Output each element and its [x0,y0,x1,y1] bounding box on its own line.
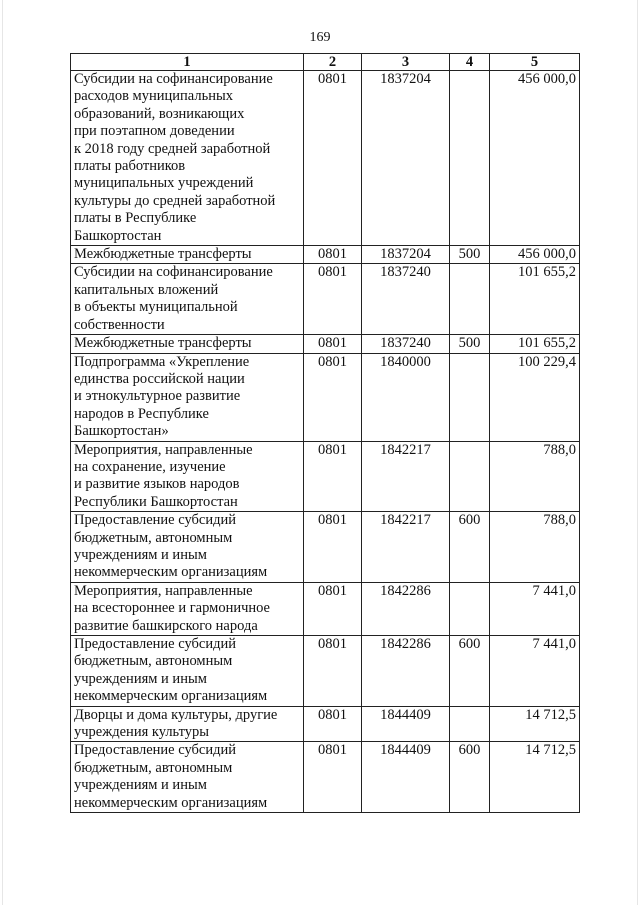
table-row [71,335,580,353]
row-type-code [450,706,490,742]
row-amount: 456 000,0 [490,71,580,246]
table-row [71,441,580,512]
row-section-code: 0801 [304,441,362,512]
row-section-code: 0801 [304,335,362,353]
scan-edge-left [2,0,3,905]
table-row [71,706,580,742]
row-name: Предоставление субсидий бюджетным, автономным учреждениям и иным некоммерческим организациям [71,636,304,707]
row-type-code: 500 [450,246,490,264]
row-name: Мероприятия, направленные на сохранение, изучение и развитие языков народов Республики Башкортостан [71,441,304,512]
row-type-code [450,71,490,246]
row-target-code: 1837240 [362,335,450,353]
row-name: Подпрограмма «Укрепление единства российской нации и этнокультурное развитие народов в Республике Башкортостан» [71,353,304,441]
row-amount: 101 655,2 [490,335,580,353]
table-row [71,742,580,813]
row-target-code: 1844409 [362,742,450,813]
row-type-code: 600 [450,512,490,583]
column-header-amount: 5 [490,54,580,71]
row-target-code: 1837204 [362,246,450,264]
row-section-code: 0801 [304,353,362,441]
column-header-target: 3 [362,54,450,71]
budget-table [70,53,580,813]
row-amount: 456 000,0 [490,246,580,264]
row-section-code: 0801 [304,71,362,246]
row-type-code [450,582,490,635]
row-amount: 14 712,5 [490,742,580,813]
table-row [71,264,580,335]
row-name: Дворцы и дома культуры, другие учреждения культуры [71,706,304,742]
table-row [71,246,580,264]
row-name: Мероприятия, направленные на всестороннее и гармоничное развитие башкирского народа [71,582,304,635]
row-type-code: 600 [450,742,490,813]
row-amount: 7 441,0 [490,582,580,635]
table-row [71,71,580,246]
row-name: Предоставление субсидий бюджетным, автономным учреждениям и иным некоммерческим организациям [71,742,304,813]
table-header-row [71,54,580,71]
row-target-code: 1842217 [362,512,450,583]
row-type-code [450,353,490,441]
row-section-code: 0801 [304,264,362,335]
row-target-code: 1842217 [362,441,450,512]
scan-edge-right [637,0,638,905]
table-row [71,636,580,707]
column-header-type: 4 [450,54,490,71]
row-name: Субсидии на софинансирование капитальных вложений в объекты муниципальной собственности [71,264,304,335]
row-target-code: 1840000 [362,353,450,441]
row-name: Субсидии на софинансирование расходов муниципальных образований, возникающих при поэтапном доведении к 2018 году средней заработной платы работников муниципальных учреждений культуры до средней заработной платы в Республике Башкортостан [71,71,304,246]
row-section-code: 0801 [304,742,362,813]
table-row [71,512,580,583]
table-row [71,582,580,635]
row-amount: 14 712,5 [490,706,580,742]
row-target-code: 1837204 [362,71,450,246]
row-section-code: 0801 [304,636,362,707]
row-section-code: 0801 [304,246,362,264]
row-type-code: 600 [450,636,490,707]
row-type-code: 500 [450,335,490,353]
row-amount: 100 229,4 [490,353,580,441]
row-target-code: 1844409 [362,706,450,742]
row-name: Предоставление субсидий бюджетным, автономным учреждениям и иным некоммерческим организациям [71,512,304,583]
table-row [71,353,580,441]
row-target-code: 1842286 [362,582,450,635]
row-target-code: 1842286 [362,636,450,707]
row-amount: 101 655,2 [490,264,580,335]
row-section-code: 0801 [304,512,362,583]
row-name: Межбюджетные трансферты [71,335,304,353]
row-amount: 7 441,0 [490,636,580,707]
page-number: 169 [309,30,331,45]
row-section-code: 0801 [304,582,362,635]
column-header-name: 1 [71,54,304,71]
row-section-code: 0801 [304,706,362,742]
column-header-section: 2 [304,54,362,71]
row-amount: 788,0 [490,512,580,583]
row-type-code [450,441,490,512]
row-amount: 788,0 [490,441,580,512]
row-target-code: 1837240 [362,264,450,335]
row-name: Межбюджетные трансферты [71,246,304,264]
row-type-code [450,264,490,335]
